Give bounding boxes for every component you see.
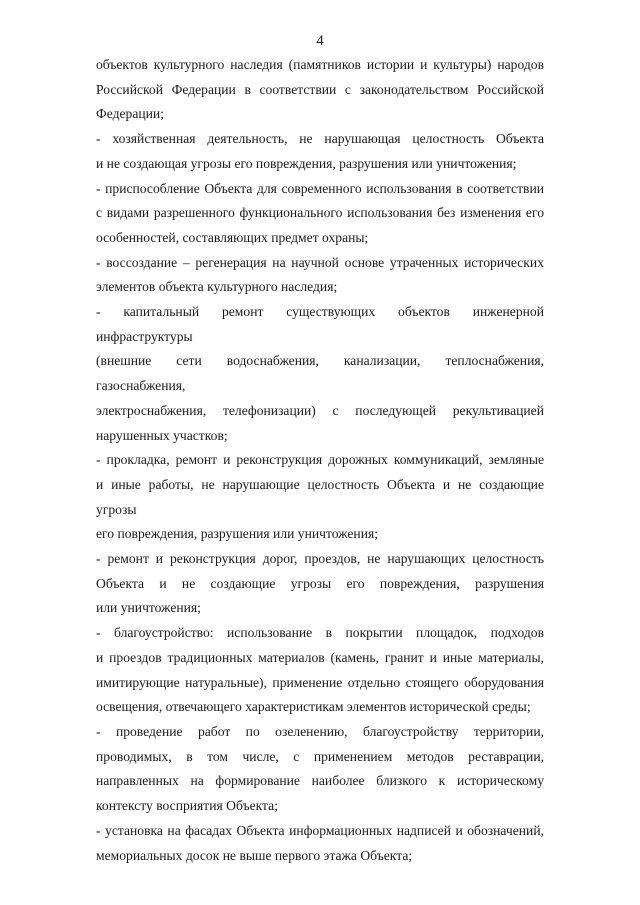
text-line: - капитальный ремонт существующих объектов инженерной инфраструктуры (96, 304, 544, 344)
paragraph (96, 251, 544, 300)
page-number: 4 (316, 33, 324, 49)
text-line: - благоустройство: использование в покрытии площадок, подходов (96, 625, 544, 641)
text-line: объектов культурного наследия (памятников истории и культуры) народов (96, 57, 544, 72)
paragraph (96, 621, 544, 720)
text-line: проводимых, в том числе, с применением методов реставрации, (96, 748, 544, 764)
text-line: - установка на фасадах Объекта информационных надписей и обозначений, (96, 822, 544, 838)
paragraph (96, 127, 544, 176)
paragraph (96, 720, 544, 819)
text-line: контексту восприятия Объекта; (96, 798, 278, 814)
text-line: и не создающая угрозы его повреждения, разрушения или уничтожения; (96, 155, 517, 171)
text-line: освещения, отвечающего характеристикам элементов исторической среды; (96, 699, 531, 715)
text-line: с видами разрешенного функционального использования без изменения его (96, 205, 544, 221)
text-line: - проведение работ по озеленению, благоустройству территории, (96, 723, 544, 739)
text-line: Объекта и не создающие угрозы его повреждения, разрушения (96, 575, 544, 591)
text-line: мемориальных досок не выше первого этажа Объекта; (96, 847, 413, 863)
text-line: - ремонт и реконструкция дорог, проездов, не нарушающих целостность (96, 551, 544, 567)
text-line: особенностей, составляющих предмет охраны; (96, 229, 369, 245)
document-body (96, 53, 544, 868)
text-line: и проездов традиционных материалов (камень, гранит и иные материалы, (96, 649, 544, 665)
text-line: его повреждения, разрушения или уничтожения; (96, 526, 379, 542)
text-line: - воссоздание – регенерация на научной основе утраченных исторических (96, 254, 544, 270)
text-line: и иные работы, не нарушающие целостность Объекта и не создающие угрозы (96, 476, 544, 517)
text-line: - хозяйственная деятельность, не нарушающая целостность Объекта (96, 131, 544, 147)
text-line: имитирующие натуральные), применение отдельно стоящего оборудования (96, 674, 544, 690)
text-line: направленных на формирование наиболее близкого к историческому (96, 773, 544, 789)
text-line: нарушенных участков; (96, 427, 228, 443)
paragraph (96, 547, 544, 621)
text-line: Федерации; (96, 106, 164, 122)
paragraph (96, 53, 544, 127)
text-line: или уничтожения; (96, 600, 201, 616)
text-line: (внешние сети водоснабжения, канализации, теплоснабжения, газоснабжения, (96, 353, 544, 394)
paragraph (96, 448, 544, 547)
text-line: - прокладка, ремонт и реконструкция дорожных коммуникаций, земляные (96, 452, 544, 468)
paragraph (96, 177, 544, 251)
paragraph (96, 819, 544, 868)
paragraph (96, 300, 544, 448)
text-line: Российской Федерации в соответствии с законодательством Российской (96, 81, 544, 97)
text-line: элементов объекта культурного наследия; (96, 279, 338, 295)
text-line: электроснабжения, телефонизации) с последующей рекультивацией (96, 402, 544, 418)
text-line: - приспособление Объекта для современного использования в соответствии (96, 180, 544, 196)
